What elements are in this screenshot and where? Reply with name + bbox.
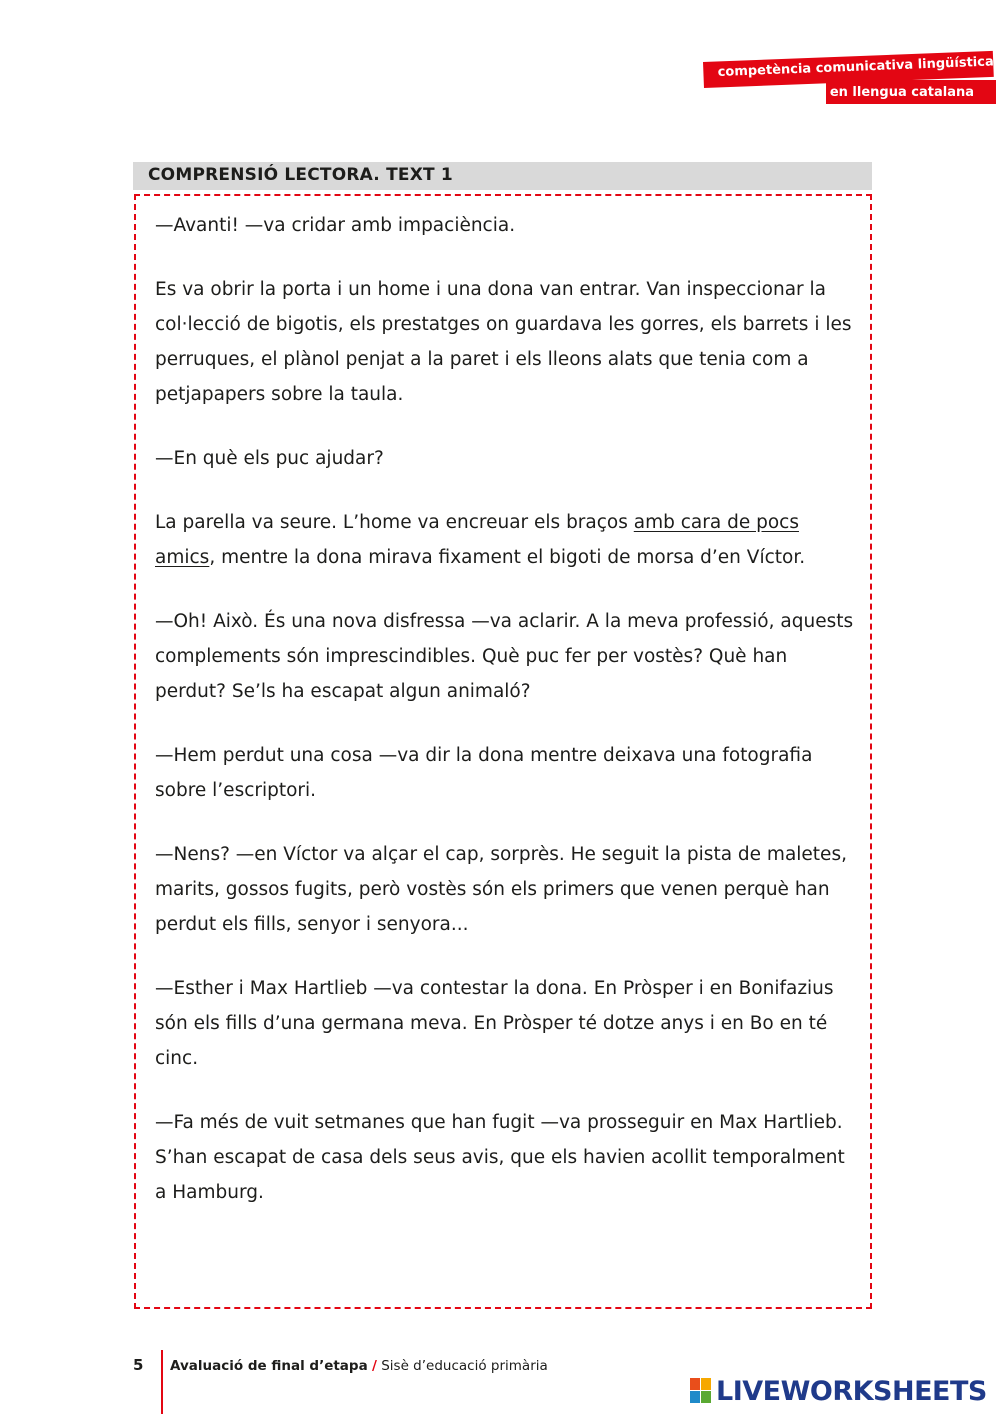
section-title-bar	[133, 162, 872, 190]
paragraph-4-after: , mentre la dona mirava fixament el bigoti de morsa d’en Víctor.	[209, 547, 806, 568]
footer-subtitle: Sisè d’educació primària	[381, 1358, 548, 1374]
paragraph-6: —Hem perdut una cosa —va dir la dona mentre deixava una fotografia sobre l’escriptori.	[155, 745, 813, 801]
header-ribbon	[700, 56, 1000, 106]
paragraph-4	[155, 505, 855, 575]
footer-title: Avaluació de final d’etapa	[170, 1358, 368, 1374]
liveworksheets-logo-icon	[690, 1378, 712, 1404]
paragraph-4-before: La parella va seure. L’home va encreuar els braços	[155, 512, 634, 533]
ribbon-line1: competència comunicativa lingüística	[717, 54, 994, 80]
paragraph-1: —Avanti! —va cridar amb impaciència.	[155, 215, 516, 236]
section-title: COMPRENSIÓ LECTORA. TEXT 1	[148, 165, 453, 185]
paragraph-8: —Esther i Max Hartlieb —va contestar la dona. En Pròsper i en Bonifazius són els fills d’una germana meva. En Pròsper té dotze anys i en Bo en té cinc.	[155, 978, 834, 1069]
paragraph-9: —Fa més de vuit setmanes que han fugit —va prosseguir en Max Hartlieb. S’han escapat de casa dels seus avis, que els havien acollit temporalment a Hamburg.	[155, 1112, 845, 1203]
footer-separator: /	[372, 1358, 377, 1374]
liveworksheets-brand[interactable]	[690, 1374, 987, 1408]
paragraph-5: —Oh! Això. És una nova disfressa —va aclarir. A la meva professió, aquests complements són imprescindibles. Què puc fer per vostès? Què han perdut? Se’ls ha escapat algun animaló?	[155, 611, 854, 702]
page-number: 5	[133, 1356, 144, 1374]
liveworksheets-wordmark: LIVEWORKSHEETS	[716, 1375, 987, 1407]
paragraph-3: —En què els puc ajudar?	[155, 448, 384, 469]
page-footer	[0, 1350, 1000, 1414]
paragraph-2: Es va obrir la porta i un home i una dona van entrar. Van inspeccionar la col·lecció de bigotis, els prestatges on guardava les gorres, els barrets i les perruques, el plànol penjat a la paret i els lleons alats que tenia com a petjapapers sobre la taula.	[155, 279, 852, 405]
footer-text	[170, 1358, 548, 1374]
underlined-expression: amb cara de pocs amics	[155, 512, 799, 568]
ribbon-line2: en llengua catalana	[829, 85, 974, 100]
reading-text	[155, 208, 855, 1239]
paragraph-7: —Nens? —en Víctor va alçar el cap, sorprès. He seguit la pista de maletes, marits, gossos fugits, però vostès són els primers que venen perquè han perdut els fills, senyor i senyora...	[155, 844, 847, 935]
footer-divider	[161, 1350, 163, 1414]
